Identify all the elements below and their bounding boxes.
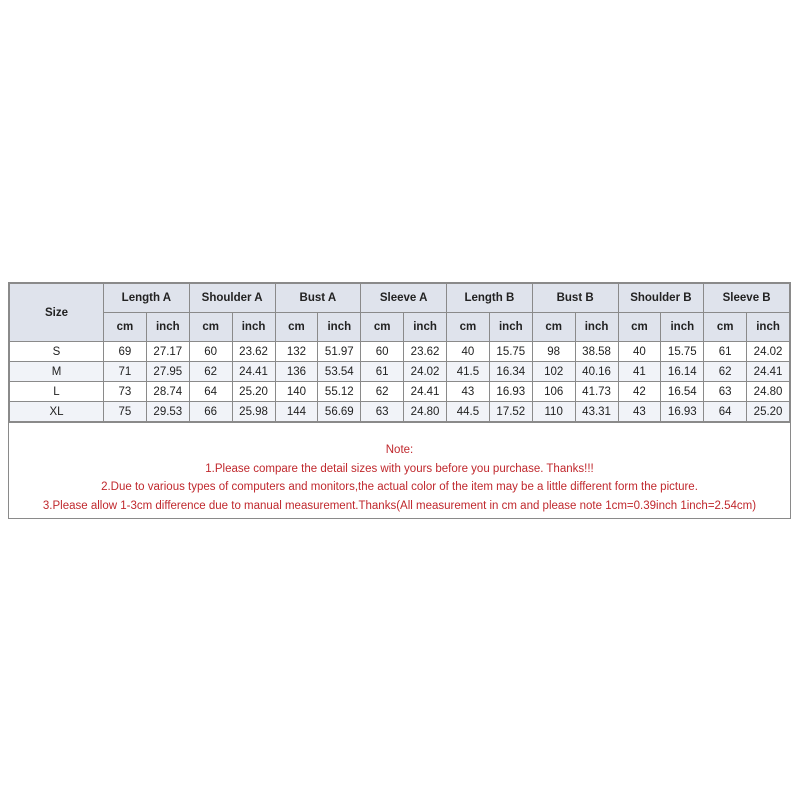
table-row (10, 382, 790, 402)
table-cell: 29.53 (146, 402, 189, 422)
table-cell: 69 (104, 342, 147, 362)
unit-header-inch: inch (661, 313, 704, 342)
unit-header-inch: inch (146, 313, 189, 342)
unit-header-row (10, 313, 790, 342)
group-header-length-b: Length B (447, 284, 533, 313)
table-cell: 28.74 (146, 382, 189, 402)
table-cell: 23.62 (404, 342, 447, 362)
table-cell: 17.52 (489, 402, 532, 422)
unit-header-cm: cm (532, 313, 575, 342)
unit-header-cm: cm (618, 313, 661, 342)
table-cell: 53.54 (318, 362, 361, 382)
table-cell: 15.75 (489, 342, 532, 362)
table-row (10, 342, 790, 362)
size-header: Size (10, 284, 104, 342)
table-cell: 16.14 (661, 362, 704, 382)
table-cell: 40.16 (575, 362, 618, 382)
table-cell: 132 (275, 342, 318, 362)
notes-section (9, 422, 790, 518)
unit-header-cm: cm (447, 313, 490, 342)
table-cell: 40 (618, 342, 661, 362)
size-cell: S (10, 342, 104, 362)
table-cell: 25.20 (232, 382, 275, 402)
table-cell: 44.5 (447, 402, 490, 422)
unit-header-inch: inch (575, 313, 618, 342)
size-chart (8, 282, 791, 519)
group-header-row (10, 284, 790, 313)
table-cell: 64 (704, 402, 747, 422)
size-table (9, 283, 790, 422)
table-cell: 102 (532, 362, 575, 382)
table-cell: 16.34 (489, 362, 532, 382)
table-cell: 106 (532, 382, 575, 402)
size-table-body (10, 342, 790, 422)
table-cell: 16.93 (489, 382, 532, 402)
size-cell: L (10, 382, 104, 402)
note-line-2: 2.Due to various types of computers and monitors,the actual color of the item may be a little different form the picture. (101, 481, 698, 493)
table-cell: 98 (532, 342, 575, 362)
table-cell: 24.80 (747, 382, 790, 402)
table-cell: 24.41 (232, 362, 275, 382)
group-header-bust-b: Bust B (532, 284, 618, 313)
table-cell: 62 (704, 362, 747, 382)
group-header-length-a: Length A (104, 284, 190, 313)
table-cell: 41.5 (447, 362, 490, 382)
table-row (10, 362, 790, 382)
unit-header-inch: inch (318, 313, 361, 342)
note-line-1: 1.Please compare the detail sizes with yours before you purchase. Thanks!!! (205, 462, 594, 475)
group-header-shoulder-b: Shoulder B (618, 284, 704, 313)
unit-header-cm: cm (361, 313, 404, 342)
table-cell: 61 (704, 342, 747, 362)
table-cell: 75 (104, 402, 147, 422)
table-cell: 55.12 (318, 382, 361, 402)
table-cell: 40 (447, 342, 490, 362)
table-cell: 24.41 (404, 382, 447, 402)
table-cell: 15.75 (661, 342, 704, 362)
table-cell: 144 (275, 402, 318, 422)
unit-header-cm: cm (189, 313, 232, 342)
table-cell: 24.41 (747, 362, 790, 382)
table-row (10, 402, 790, 422)
table-cell: 63 (704, 382, 747, 402)
table-cell: 63 (361, 402, 404, 422)
table-cell: 110 (532, 402, 575, 422)
group-header-shoulder-a: Shoulder A (189, 284, 275, 313)
table-cell: 27.17 (146, 342, 189, 362)
table-cell: 43.31 (575, 402, 618, 422)
table-cell: 25.98 (232, 402, 275, 422)
unit-header-cm: cm (104, 313, 147, 342)
table-cell: 16.93 (661, 402, 704, 422)
table-cell: 24.80 (404, 402, 447, 422)
table-cell: 43 (447, 382, 490, 402)
table-cell: 64 (189, 382, 232, 402)
table-cell: 41 (618, 362, 661, 382)
unit-header-cm: cm (275, 313, 318, 342)
table-cell: 140 (275, 382, 318, 402)
table-cell: 136 (275, 362, 318, 382)
unit-header-cm: cm (704, 313, 747, 342)
group-header-sleeve-b: Sleeve B (704, 284, 790, 313)
table-cell: 66 (189, 402, 232, 422)
table-cell: 60 (361, 342, 404, 362)
table-cell: 23.62 (232, 342, 275, 362)
unit-header-inch: inch (747, 313, 790, 342)
size-cell: M (10, 362, 104, 382)
unit-header-inch: inch (489, 313, 532, 342)
table-cell: 62 (189, 362, 232, 382)
table-cell: 56.69 (318, 402, 361, 422)
unit-header-inch: inch (404, 313, 447, 342)
table-cell: 42 (618, 382, 661, 402)
table-cell: 38.58 (575, 342, 618, 362)
table-cell: 71 (104, 362, 147, 382)
table-cell: 16.54 (661, 382, 704, 402)
table-cell: 51.97 (318, 342, 361, 362)
table-cell: 25.20 (747, 402, 790, 422)
notes-title: Note: (385, 444, 414, 456)
group-header-sleeve-a: Sleeve A (361, 284, 447, 313)
table-cell: 73 (104, 382, 147, 402)
table-cell: 60 (189, 342, 232, 362)
table-cell: 43 (618, 402, 661, 422)
note-line-3: 3.Please allow 1-3cm difference due to manual measurement.Thanks(All measurement in cm and please note 1cm=0.39inch 1inch=2.54cm) (42, 499, 757, 512)
table-cell: 24.02 (404, 362, 447, 382)
table-cell: 41.73 (575, 382, 618, 402)
table-cell: 24.02 (747, 342, 790, 362)
group-header-bust-a: Bust A (275, 284, 361, 313)
size-cell: XL (10, 402, 104, 422)
unit-header-inch: inch (232, 313, 275, 342)
table-cell: 61 (361, 362, 404, 382)
table-cell: 27.95 (146, 362, 189, 382)
table-cell: 62 (361, 382, 404, 402)
